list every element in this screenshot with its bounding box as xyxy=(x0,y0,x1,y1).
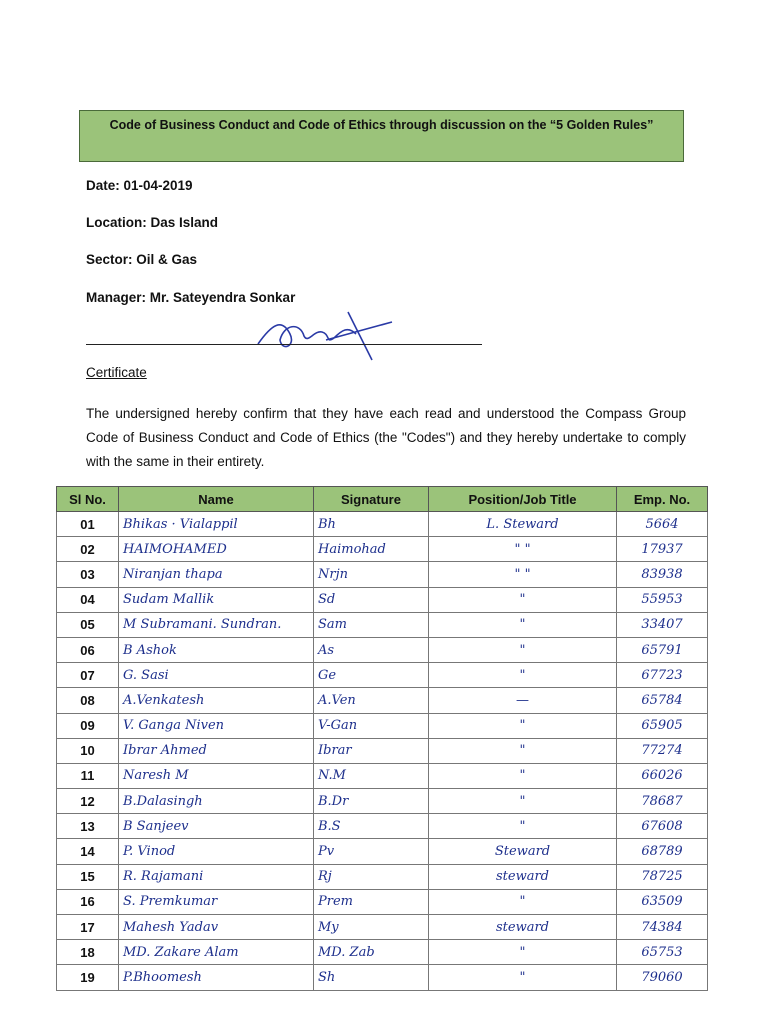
certificate-heading: Certificate xyxy=(86,365,147,380)
row-sl-no: 17 xyxy=(57,915,119,940)
row-name: Ibrar Ahmed xyxy=(119,738,314,763)
header-name: Name xyxy=(119,487,314,512)
sector-field: Sector: Oil & Gas xyxy=(86,252,198,267)
document-title: Code of Business Conduct and Code of Ethics through discussion on the “5 Golden Rules” xyxy=(79,110,684,162)
row-emp-no: 65753 xyxy=(617,940,708,965)
header-position: Position/Job Title xyxy=(429,487,617,512)
header-sl-no: Sl No. xyxy=(57,487,119,512)
row-signature: Sh xyxy=(314,965,429,990)
row-emp-no: 66026 xyxy=(617,763,708,788)
row-position: " " xyxy=(429,537,617,562)
row-position: L. Steward xyxy=(429,512,617,537)
row-sl-no: 02 xyxy=(57,537,119,562)
row-signature: Ibrar xyxy=(314,738,429,763)
row-position: steward xyxy=(429,915,617,940)
table-row xyxy=(57,562,708,587)
row-position: " xyxy=(429,637,617,662)
manager-field: Manager: Mr. Sateyendra Sonkar xyxy=(86,290,296,305)
row-sl-no: 08 xyxy=(57,688,119,713)
table-row xyxy=(57,940,708,965)
row-sl-no: 01 xyxy=(57,512,119,537)
row-emp-no: 78687 xyxy=(617,789,708,814)
row-signature: Bh xyxy=(314,512,429,537)
row-signature: Sam xyxy=(314,612,429,637)
table-row xyxy=(57,537,708,562)
row-signature: Prem xyxy=(314,889,429,914)
row-signature: Rj xyxy=(314,864,429,889)
row-sl-no: 06 xyxy=(57,637,119,662)
row-name: Mahesh Yadav xyxy=(119,915,314,940)
table-row xyxy=(57,789,708,814)
row-emp-no: 74384 xyxy=(617,915,708,940)
table-row xyxy=(57,512,708,537)
row-signature: Ge xyxy=(314,663,429,688)
row-emp-no: 79060 xyxy=(617,965,708,990)
row-name: HAIMOHAMED xyxy=(119,537,314,562)
header-signature: Signature xyxy=(314,487,429,512)
row-position: " xyxy=(429,763,617,788)
date-field: Date: 01-04-2019 xyxy=(86,178,193,193)
header-emp-no: Emp. No. xyxy=(617,487,708,512)
row-position: — xyxy=(429,688,617,713)
row-emp-no: 55953 xyxy=(617,587,708,612)
row-emp-no: 65784 xyxy=(617,688,708,713)
row-signature: Pv xyxy=(314,839,429,864)
row-sl-no: 10 xyxy=(57,738,119,763)
row-signature: B.S xyxy=(314,814,429,839)
row-name: M Subramani. Sundran. xyxy=(119,612,314,637)
row-name: P.Bhoomesh xyxy=(119,965,314,990)
table-row xyxy=(57,763,708,788)
row-position: steward xyxy=(429,864,617,889)
row-emp-no: 67723 xyxy=(617,663,708,688)
certificate-text: The undersigned hereby confirm that they have each read and understood the Compass Group Code of Business Conduct and Code of Ethics (the "Codes") and they hereby undertake to comply with the same in their entirety. xyxy=(86,406,686,469)
row-name: MD. Zakare Alam xyxy=(119,940,314,965)
row-position: " xyxy=(429,612,617,637)
row-sl-no: 16 xyxy=(57,889,119,914)
row-emp-no: 68789 xyxy=(617,839,708,864)
row-position: " xyxy=(429,965,617,990)
row-emp-no: 5664 xyxy=(617,512,708,537)
row-name: Sudam Mallik xyxy=(119,587,314,612)
row-signature: Haimohad xyxy=(314,537,429,562)
manager-signature xyxy=(252,304,402,364)
row-signature: A.Ven xyxy=(314,688,429,713)
row-position: " xyxy=(429,889,617,914)
table-row xyxy=(57,889,708,914)
row-position: " xyxy=(429,814,617,839)
row-position: " xyxy=(429,663,617,688)
table-row xyxy=(57,864,708,889)
row-sl-no: 18 xyxy=(57,940,119,965)
row-position: Steward xyxy=(429,839,617,864)
row-position: " " xyxy=(429,562,617,587)
row-signature: V-Gan xyxy=(314,713,429,738)
row-sl-no: 11 xyxy=(57,763,119,788)
row-signature: My xyxy=(314,915,429,940)
row-name: B Ashok xyxy=(119,637,314,662)
row-sl-no: 05 xyxy=(57,612,119,637)
row-name: G. Sasi xyxy=(119,663,314,688)
table-row xyxy=(57,839,708,864)
row-emp-no: 33407 xyxy=(617,612,708,637)
table-row xyxy=(57,587,708,612)
row-signature: Sd xyxy=(314,587,429,612)
row-signature: B.Dr xyxy=(314,789,429,814)
row-name: V. Ganga Niven xyxy=(119,713,314,738)
table-row xyxy=(57,814,708,839)
row-sl-no: 19 xyxy=(57,965,119,990)
table-row xyxy=(57,663,708,688)
row-emp-no: 77274 xyxy=(617,738,708,763)
row-signature: MD. Zab xyxy=(314,940,429,965)
signature-line xyxy=(86,344,482,345)
row-name: Naresh M xyxy=(119,763,314,788)
row-name: A.Venkatesh xyxy=(119,688,314,713)
row-emp-no: 63509 xyxy=(617,889,708,914)
row-emp-no: 83938 xyxy=(617,562,708,587)
row-sl-no: 09 xyxy=(57,713,119,738)
row-position: " xyxy=(429,738,617,763)
row-sl-no: 12 xyxy=(57,789,119,814)
table-row xyxy=(57,637,708,662)
table-row xyxy=(57,713,708,738)
row-name: B Sanjeev xyxy=(119,814,314,839)
row-name: Bhikas · Vialappil xyxy=(119,512,314,537)
row-name: R. Rajamani xyxy=(119,864,314,889)
row-name: B.Dalasingh xyxy=(119,789,314,814)
table-row xyxy=(57,688,708,713)
row-sl-no: 13 xyxy=(57,814,119,839)
row-name: S. Premkumar xyxy=(119,889,314,914)
row-position: " xyxy=(429,713,617,738)
row-signature: As xyxy=(314,637,429,662)
row-name: Niranjan thapa xyxy=(119,562,314,587)
row-signature: N.M xyxy=(314,763,429,788)
row-sl-no: 04 xyxy=(57,587,119,612)
row-position: " xyxy=(429,587,617,612)
row-sl-no: 07 xyxy=(57,663,119,688)
row-position: " xyxy=(429,789,617,814)
table-row xyxy=(57,915,708,940)
row-emp-no: 65791 xyxy=(617,637,708,662)
row-position: " xyxy=(429,940,617,965)
row-emp-no: 78725 xyxy=(617,864,708,889)
table-row xyxy=(57,738,708,763)
row-sl-no: 14 xyxy=(57,839,119,864)
attendance-table xyxy=(56,486,708,991)
row-emp-no: 67608 xyxy=(617,814,708,839)
table-header-row xyxy=(57,487,708,512)
row-signature: Nrjn xyxy=(314,562,429,587)
table-row xyxy=(57,965,708,990)
row-sl-no: 15 xyxy=(57,864,119,889)
row-name: P. Vinod xyxy=(119,839,314,864)
location-field: Location: Das Island xyxy=(86,215,219,230)
row-emp-no: 65905 xyxy=(617,713,708,738)
row-emp-no: 17937 xyxy=(617,537,708,562)
row-sl-no: 03 xyxy=(57,562,119,587)
table-row xyxy=(57,612,708,637)
